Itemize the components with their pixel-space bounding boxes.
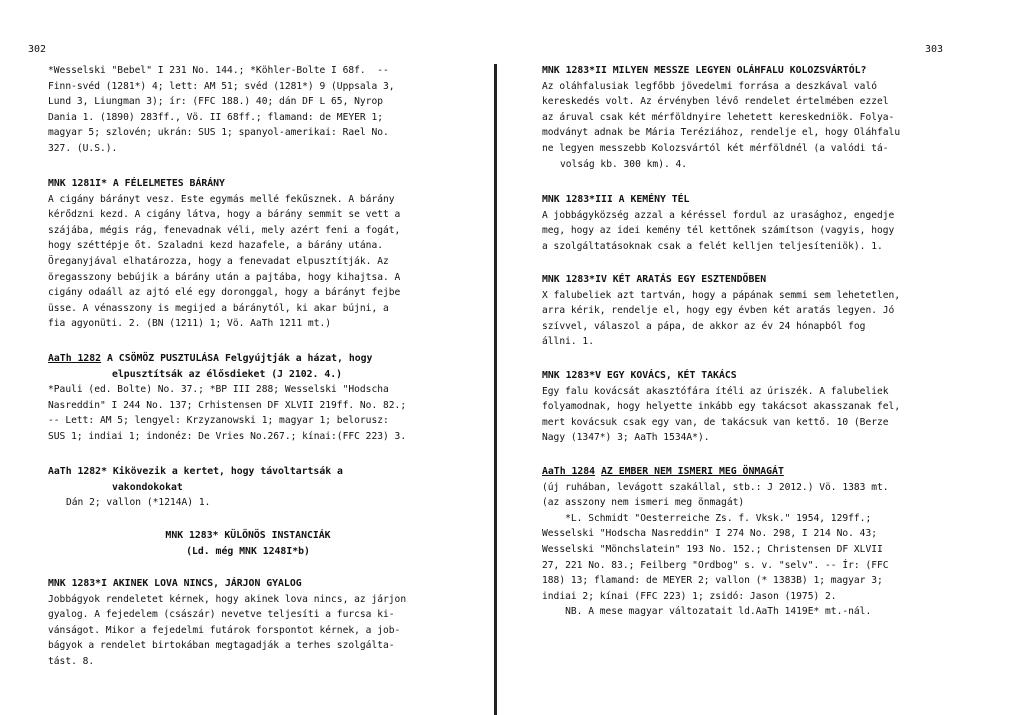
entry-title: AZ EMBER NEM ISMERI MEG ÖNMAGÁT bbox=[601, 466, 784, 477]
text-line: indiai 2; kínai (FFC 223) 1; zsidó: Jason (1975) 2. bbox=[542, 590, 837, 602]
text-line: Nasreddin" I 244 No. 137; Crhistensen DF XLVII 219ff. No. 82.; bbox=[48, 399, 407, 411]
entry-aath-1282 bbox=[48, 351, 448, 445]
text-line: Nagy (1347*) 3; AaTh 1534A*). bbox=[542, 432, 710, 444]
entry-title: A CSÖMÖZ PUSZTULÁSA Felgyújtják a házat, hogy bbox=[107, 353, 373, 364]
text-line: az áruval csak két mérföldnyire lehetett kereskedniök. Folya- bbox=[542, 111, 895, 123]
text-line: X falubeliek azt tartván, hogy a pápának semmi sem lehetetlen, bbox=[542, 289, 901, 301]
entry-subheading: (Ld. még MNK 1248I*b) bbox=[186, 545, 310, 557]
text-line: 327. (U.S.). bbox=[48, 142, 118, 154]
entry-heading: MNK 1283*IV KÉT ARATÁS EGY ESZTENDŐBEN bbox=[542, 274, 767, 285]
text-line: Öreganyjával elhatározza, hogy a fenevadat elpusztítják. Az bbox=[48, 255, 389, 267]
entry-mnk-1283iv bbox=[542, 272, 946, 350]
text-line: szájába, mégis rág, fenevadnak véli, mely azért feni a fogát, bbox=[48, 224, 401, 236]
entry-aath-1282star bbox=[48, 464, 448, 511]
text-line: állni. 1. bbox=[542, 336, 594, 348]
text-line: Egy falu kovácsát akasztófára ítéli az úriszék. A falubeliek bbox=[542, 385, 889, 397]
entry-code: AaTh 1284 bbox=[542, 466, 596, 477]
text-line: üsse. A vénasszony is megijed a báránytól, ki akar bújni, a bbox=[48, 302, 389, 314]
text-line: szívvel, válaszol a pápa, de akkor az év 24 hónapból fog bbox=[542, 320, 866, 332]
text-line: gyalog. A fejedelem (császár) nevetve teljesíti a furcsa ki- bbox=[48, 609, 395, 621]
entry-title-cont: vakondokokat bbox=[112, 481, 183, 493]
gutter-rule bbox=[494, 64, 497, 715]
page-number-right: 303 bbox=[925, 44, 944, 55]
text-line: magyar 5; szlovén; ukrán: SUS 1; spanyol-amerikai: Rael No. bbox=[48, 127, 389, 139]
text-line: a szolgáltatásoknak csak a felét kelljen teljesíteniök). 1. bbox=[542, 240, 883, 252]
entry-mnk-1283ii bbox=[542, 63, 946, 172]
text-line: kereskedés volt. Az érvényben lévő rendelet értelmében ezzel bbox=[542, 96, 889, 108]
text-line: *Wesselski "Bebel" I 231 No. 144.; *Köhler-Bolte I 68f. -- bbox=[48, 65, 389, 76]
entry-heading: MNK 1281I* A FÉLELMETES BÁRÁNY bbox=[48, 178, 225, 189]
entry-heading: AaTh 1282* Kikövezik a kertet, hogy távoltartsák a bbox=[48, 466, 343, 477]
entry-heading: MNK 1283*I AKINEK LOVA NINCS, JÁRJON GYALOG bbox=[48, 578, 302, 589]
text-line: *Pauli (ed. Bolte) No. 37.; *BP III 288; Wesselski "Hodscha bbox=[48, 384, 389, 396]
entry-mnk-1283i bbox=[48, 576, 448, 670]
text-line: arra kérik, rendelje el, hogy egy évben két aratás legyen. Jó bbox=[542, 305, 895, 317]
text-line: NB. A mese magyar változatait ld.AaTh 1419E* mt.-nál. bbox=[542, 606, 872, 618]
text-line: volság kb. 300 km). 4. bbox=[560, 158, 688, 170]
page-number-left: 302 bbox=[28, 44, 47, 55]
text-line: tást. 8. bbox=[48, 655, 95, 667]
text-line: fia agyonüti. 2. (BN (1211) 1; Vö. AaTh 1211 mt.) bbox=[48, 318, 332, 330]
text-line: (az asszony nem ismeri meg önmagát) bbox=[542, 497, 745, 509]
text-line: SUS 1; indiai 1; indonéz: De Vries No.267.; kínai:(FFC 223) 3. bbox=[48, 430, 407, 442]
text-line: hogy széttépje őt. Szaladni kezd hazafele, a bárány utána. bbox=[48, 240, 384, 252]
text-line: Finn-svéd (1281*) 4; lett: AM 51; svéd (1281*) 9 (Uppsala 3, bbox=[48, 80, 395, 92]
text-line: Wesselski "Hodscha Nasreddin" I 274 No. 298, I 214 No. 43; bbox=[542, 528, 878, 540]
entry-heading: MNK 1283*V EGY KOVÁCS, KÉT TAKÁCS bbox=[542, 370, 737, 381]
text-line: (új ruhában, levágott szakállal, stb.: J 2012.) Vö. 1383 mt. bbox=[542, 481, 889, 493]
entry-aath-1284 bbox=[542, 464, 946, 620]
text-line: Jobbágyok rendeletet kérnek, hogy akinek lova nincs, az járjon bbox=[48, 593, 407, 605]
text-line: bágyok a rendelet birtokában megtagadják a terhes szolgálta- bbox=[48, 640, 395, 652]
text-line: *L. Schmidt "Oesterreiche Zs. f. Vksk." 1954, 129ff.; bbox=[542, 512, 872, 524]
entry-title-cont: elpusztítsák az élősdieket (J 2102. 4.) bbox=[112, 368, 343, 380]
text-line: Az oláhfalusiak legfőbb jövedelmi forrása a deszkával való bbox=[542, 80, 878, 92]
entry-mnk-1283 bbox=[48, 528, 448, 559]
entry-heading bbox=[48, 351, 448, 367]
text-line: 27, 221 No. 83.; Feilberg "Ordbog" s. v. "selv". -- Ír: (FFC bbox=[542, 559, 889, 571]
text-line: meg, hogy az idei kemény tél kettőnek számítson (vagyis, hogy bbox=[542, 225, 895, 237]
entry-heading: MNK 1283* KÜLÖNÖS INSTANCIÁK bbox=[165, 530, 331, 541]
entry-mnk-1281i bbox=[48, 176, 448, 332]
text-line: Wesselski "Mönchslatein" 193 No. 152.; Christensen DF XLVII bbox=[542, 543, 883, 555]
entry-mnk-1283iii bbox=[542, 192, 946, 254]
entry-code: AaTh 1282 bbox=[48, 353, 102, 364]
text-line: -- Lett: AM 5; lengyel: Krzyzanowski 1; magyar 1; belorusz: bbox=[48, 415, 389, 427]
entry-mnk-1283v bbox=[542, 368, 946, 446]
text-line: A jobbágyközség azzal a kéréssel fordul az urasághoz, engedje bbox=[542, 209, 895, 221]
text-line: kérődzni kezd. A cigány látva, hogy a bárány semmit se vett a bbox=[48, 209, 401, 221]
text-line: Lund 3, Liungman 3); ír: (FFC 188.) 40; dán DF L 65, Nyrop bbox=[48, 96, 384, 108]
text-line: modványt adnak be Mária Teréziához, rendelje el, hogy Oláhfalu bbox=[542, 127, 901, 139]
text-line: ne legyen messzebb Kolozsvártól két mérföldnél (a valódi tá- bbox=[542, 142, 889, 154]
text-line: vánságot. Mikor a fejedelmi futárok forspontot kérnek, a job- bbox=[48, 624, 401, 636]
text-line: Dán 2; vallon (*1214A) 1. bbox=[66, 497, 211, 509]
entry-heading: MNK 1283*III A KEMÉNY TÉL bbox=[542, 194, 690, 205]
entry-heading: MNK 1283*II MILYEN MESSZE LEGYEN OLÁHFALU KOLOZSVÁRTÓL? bbox=[542, 65, 867, 76]
text-line: A cigány bárányt vesz. Este egymás mellé fekűsznek. A bárány bbox=[48, 193, 395, 205]
text-line: cigány odaáll az ajtó elé egy doronggal, hogy a bárányt fejbe bbox=[48, 287, 401, 299]
text-line: öregasszony bebújik a bárány után a pajtába, hogy kihajtsa. A bbox=[48, 271, 401, 283]
text-line: 188) 13; flamand: de MEYER 2; vallon (* 1383B) 1; magyar 3; bbox=[542, 575, 883, 587]
entry-heading bbox=[542, 464, 946, 480]
text-line: mert kovácsuk csak egy van, de takácsuk van kettő. 10 (Berze bbox=[542, 416, 889, 428]
text-line: Dania 1. (1890) 283ff., Vö. II 68ff.; flamand: de MEYER 1; bbox=[48, 111, 384, 123]
reference-block-1281 bbox=[48, 63, 448, 157]
text-line: folyamodnak, hogy helyette inkább egy takácsot akasszanak fel, bbox=[542, 401, 901, 413]
